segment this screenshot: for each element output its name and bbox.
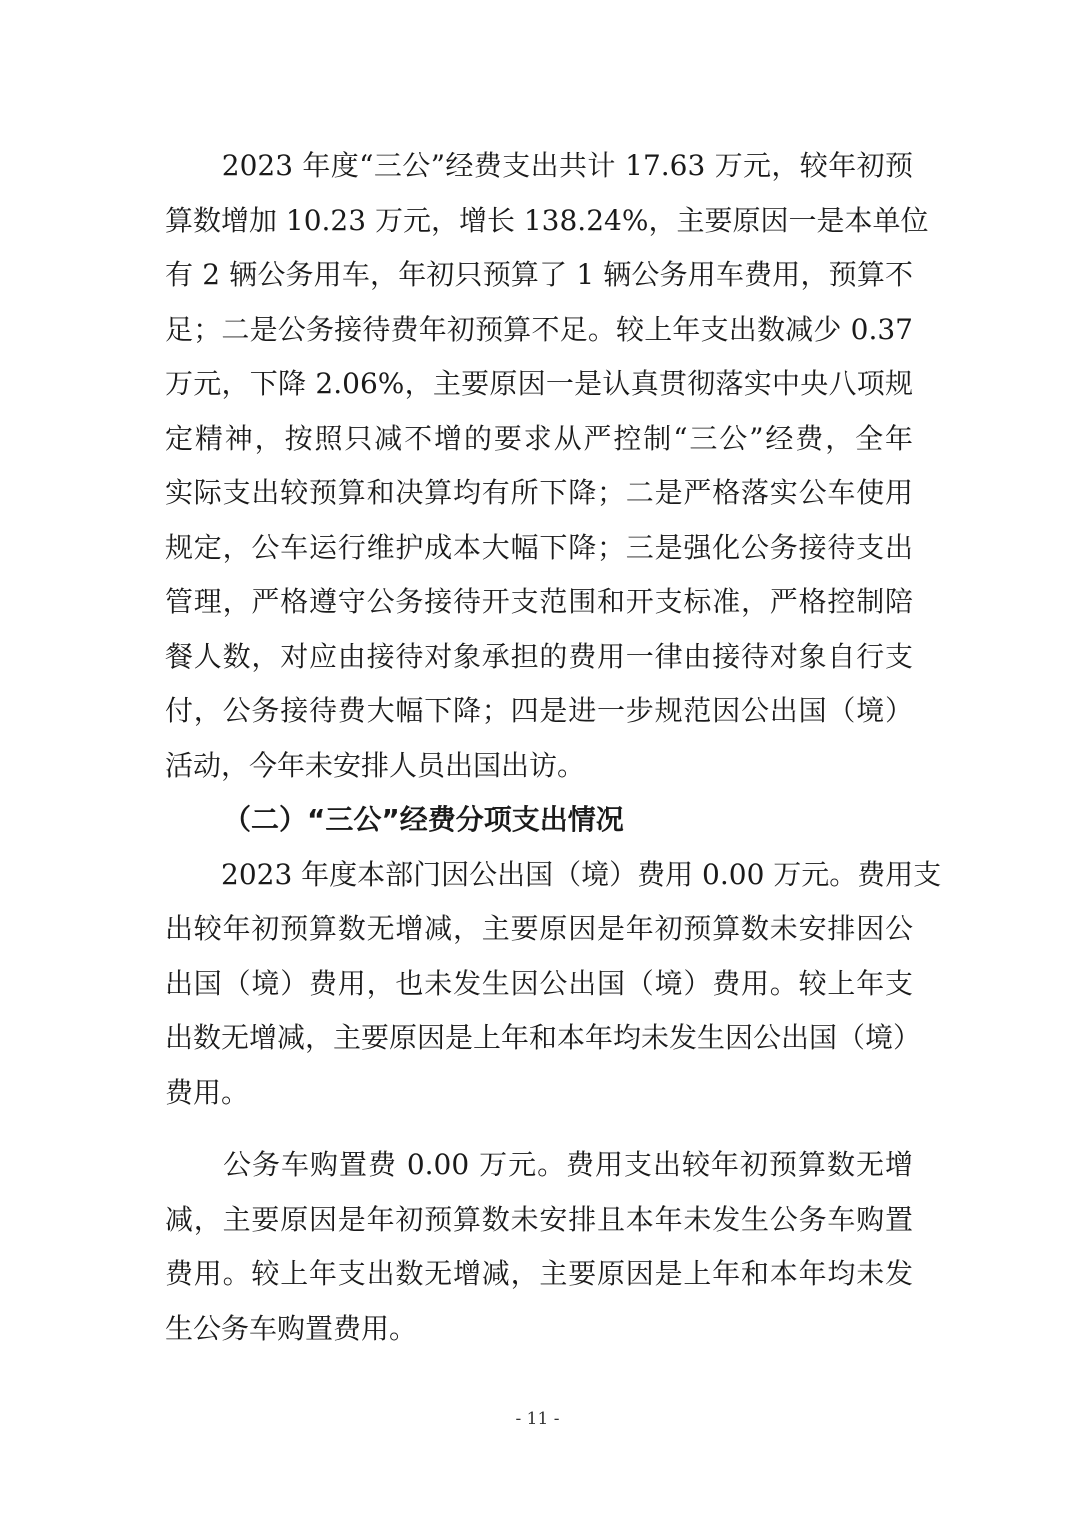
text-line: 公务车购置费 0.00 万元。费用支出较年初预算数无增 bbox=[165, 1148, 913, 1181]
text-line: 减，主要原因是年初预算数未安排且本年未发生公务车购置 bbox=[165, 1202, 913, 1236]
text-line: 规定，公车运行维护成本大幅下降；三是强化公务接待支出 bbox=[165, 530, 913, 564]
text-line: 出较年初预算数无增减，主要原因是年初预算数未安排因公 bbox=[165, 912, 913, 945]
paragraph-vehicle-purchase bbox=[165, 1138, 913, 1356]
text-line: 费用。 bbox=[165, 1075, 250, 1109]
section-heading: （二）“三公”经费分项支出情况 bbox=[223, 803, 624, 836]
text-line: 活动，今年未安排人员出国出访。 bbox=[165, 748, 586, 782]
text-line: 定精神，按照只减不增的要求从严控制“三公”经费，全年 bbox=[165, 421, 913, 455]
text-line: 2023 年度本部门因公出国（境）费用 0.00 万元。费用支 bbox=[165, 857, 942, 891]
page-number: - 11 - bbox=[515, 1409, 560, 1429]
text-line: 实际支出较预算和决算均有所下降；二是严格落实公车使用 bbox=[165, 476, 913, 509]
document-body bbox=[165, 139, 942, 1356]
text-line: 算数增加 10.23 万元，增长 138.24%，主要原因一是本单位 bbox=[165, 203, 929, 237]
paragraph-total-expenditure bbox=[165, 139, 929, 793]
paragraph-gap bbox=[165, 1120, 913, 1138]
text-line: 足；二是公务接待费年初预算不足。较上年支出数减少 0.37 bbox=[165, 312, 913, 346]
text-line: 出国（境）费用，也未发生因公出国（境）费用。较上年支 bbox=[165, 966, 913, 1000]
text-line: 生公务车购置费用。 bbox=[165, 1311, 418, 1345]
text-line: 付，公务接待费大幅下降；四是进一步规范因公出国（境） bbox=[165, 694, 913, 727]
text-line: 2023 年度“三公”经费支出共计 17.63 万元，较年初预 bbox=[165, 149, 913, 182]
text-line: 有 2 辆公务用车，年初只预算了 1 辆公务用车费用，预算不 bbox=[165, 258, 913, 291]
paragraph-overseas-travel bbox=[165, 848, 942, 1121]
text-line: 出数无增减，主要原因是上年和本年均未发生因公出国（境） bbox=[165, 1021, 922, 1054]
text-line: 费用。较上年支出数无增减，主要原因是上年和本年均未发 bbox=[165, 1257, 913, 1290]
text-line: 管理，严格遵守公务接待开支范围和开支标准，严格控制陪 bbox=[165, 585, 913, 618]
text-line: 万元，下降 2.06%，主要原因一是认真贯彻落实中央八项规 bbox=[165, 367, 913, 400]
text-line: 餐人数，对应由接待对象承担的费用一律由接待对象自行支 bbox=[165, 639, 913, 673]
